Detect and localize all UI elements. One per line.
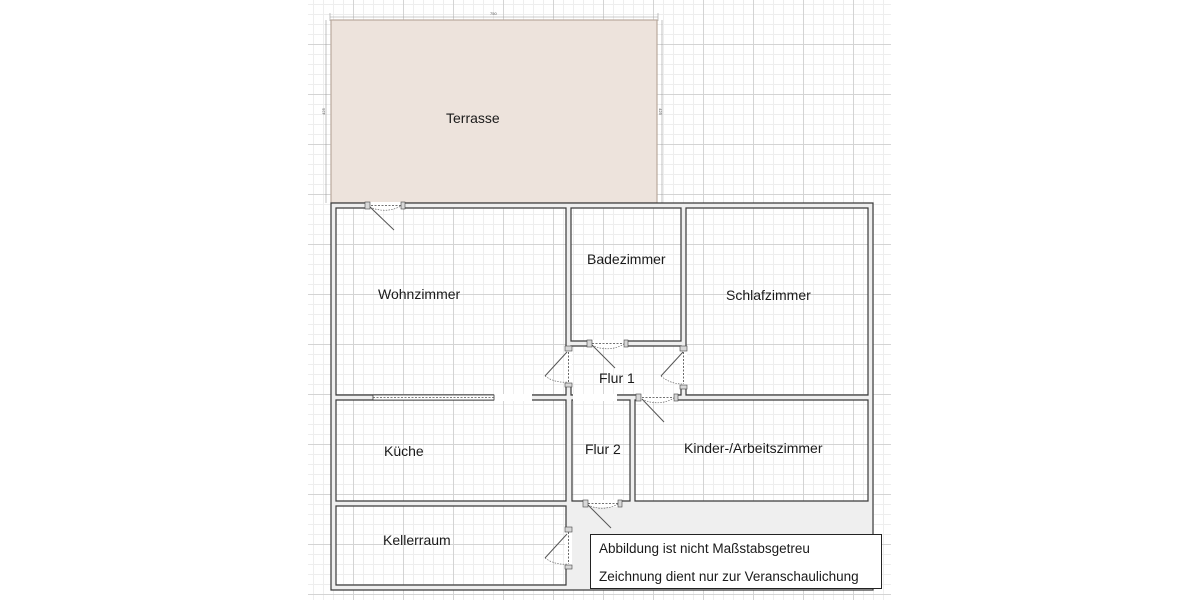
terrace-width-label: 750 <box>490 11 497 16</box>
room-label-kueche: Küche <box>384 443 424 459</box>
room-label-badezimmer: Badezimmer <box>587 251 666 267</box>
room-label-schlafzimmer: Schlafzimmer <box>726 287 811 303</box>
disclaimer-line-illustration: Zeichnung dient nur zur Veranschaulichung <box>599 569 859 584</box>
room-label-flur2: Flur 2 <box>585 441 621 457</box>
interior-window <box>373 395 494 400</box>
room-label-terrasse: Terrasse <box>446 110 500 126</box>
disclaimer-box <box>590 534 882 589</box>
room-label-kellerraum: Kellerraum <box>383 532 451 548</box>
room-label-wohnzimmer: Wohnzimmer <box>378 286 461 302</box>
room-label-kinderzimmer: Kinder-/Arbeitszimmer <box>684 440 823 456</box>
disclaimer-line-scale: Abbildung ist nicht Maßstabsgetreu <box>599 541 810 556</box>
room-label-flur1: Flur 1 <box>599 370 635 386</box>
terrace-depth-right-label: 425 <box>657 108 663 115</box>
terrace-depth-left-label: 425 <box>320 108 326 115</box>
